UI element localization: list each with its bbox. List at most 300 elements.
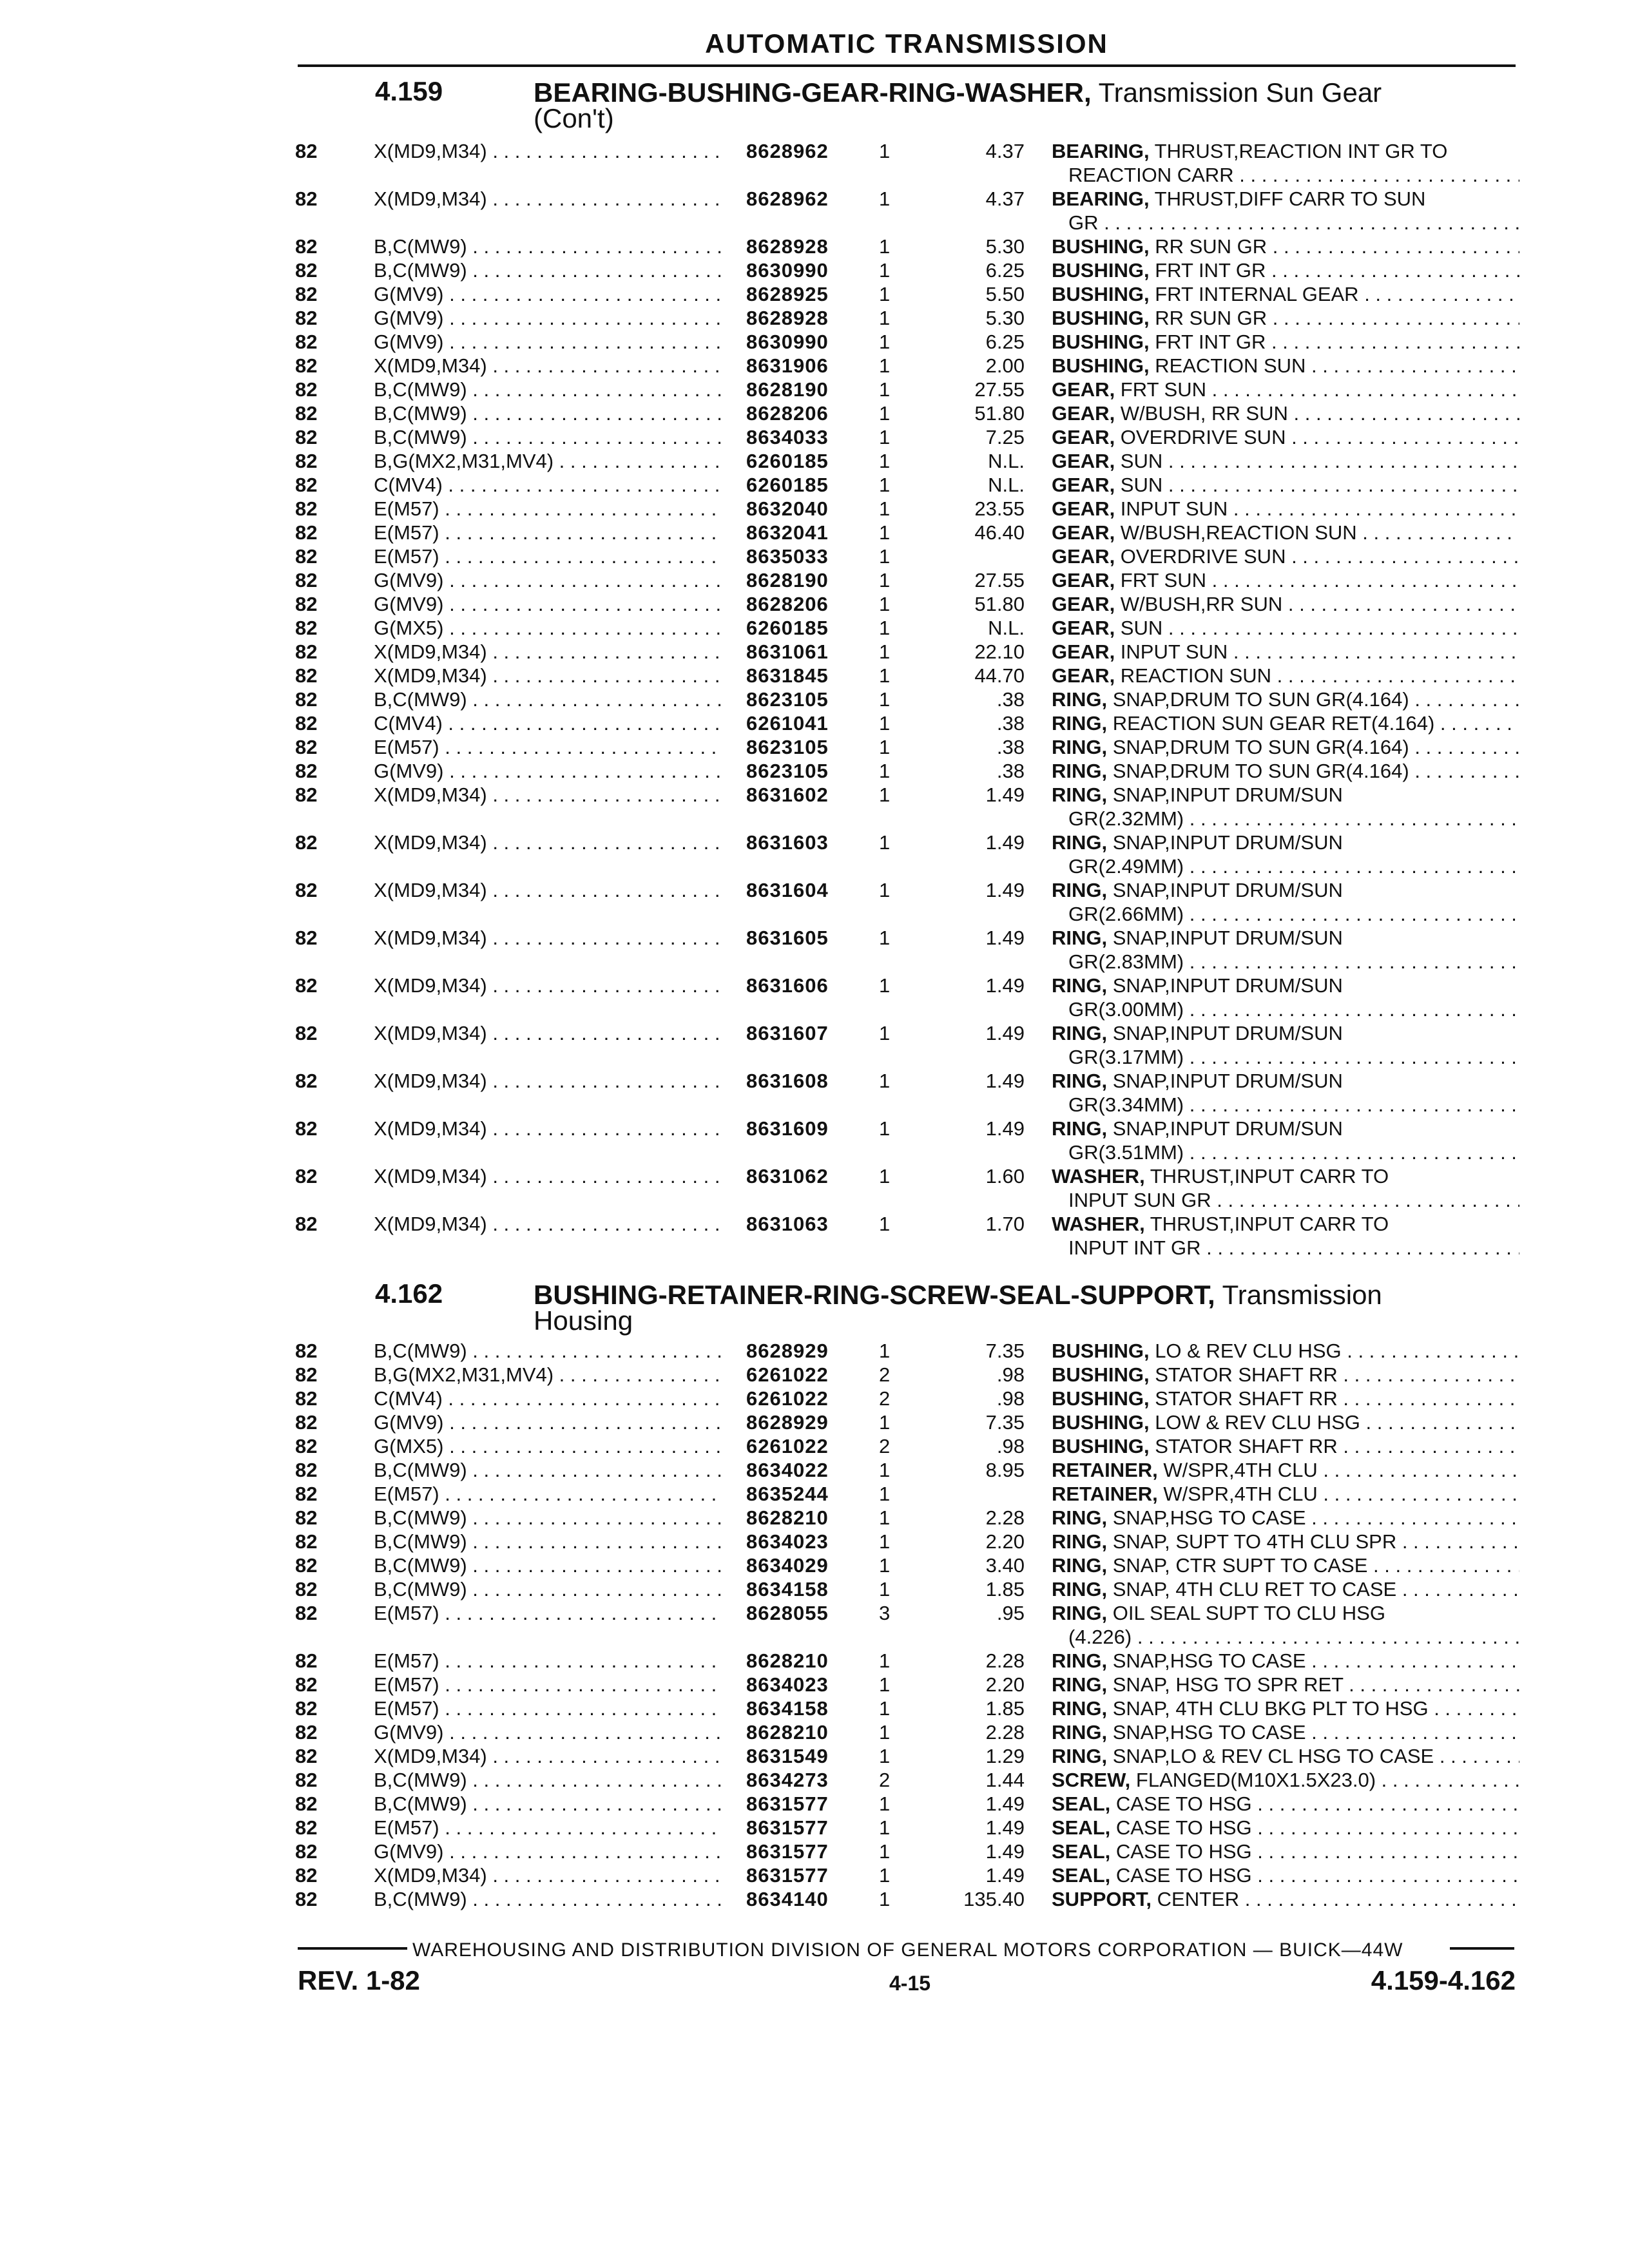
model-code: G(MV9) . . . bbox=[374, 1840, 722, 1863]
description-text: FRT INT GR bbox=[1149, 259, 1266, 282]
model-year: 82 bbox=[295, 1340, 318, 1362]
description-keyword: BUSHING, bbox=[1052, 1411, 1150, 1434]
price: 3.40 bbox=[985, 1554, 1025, 1577]
description-keyword: RING, bbox=[1052, 1673, 1108, 1696]
part-description bbox=[1052, 1482, 1519, 1506]
quantity: 1 bbox=[879, 521, 891, 544]
quantity: 1 bbox=[879, 378, 891, 401]
part-description bbox=[1052, 1553, 1519, 1577]
price: 5.30 bbox=[985, 235, 1025, 258]
description-line bbox=[1052, 664, 1519, 687]
description-line bbox=[1052, 282, 1519, 306]
model-code: X(MD9,M34) . . . bbox=[374, 783, 722, 807]
description-text: OVERDRIVE SUN bbox=[1115, 545, 1286, 568]
description-text: SNAP, 4TH CLU BKG PLT TO HSG bbox=[1107, 1697, 1429, 1720]
price: 1.49 bbox=[985, 1816, 1025, 1839]
part-row bbox=[0, 1410, 1629, 1434]
model-year: 82 bbox=[295, 402, 318, 425]
model-year: 82 bbox=[295, 1649, 318, 1672]
description-text: REACTION SUN bbox=[1115, 664, 1272, 687]
price: 7.25 bbox=[985, 426, 1025, 448]
part-row bbox=[0, 235, 1629, 258]
part-description bbox=[1052, 330, 1519, 354]
description-text: REACTION SUN GEAR RET(4.164) bbox=[1107, 712, 1435, 735]
description-keyword: GEAR, bbox=[1052, 378, 1115, 401]
model-year: 82 bbox=[295, 235, 318, 258]
description-keyword: RING, bbox=[1052, 760, 1108, 782]
description-text: THRUST,REACTION INT GR TO bbox=[1149, 140, 1448, 162]
model-code: B,C(MW9) . . . bbox=[374, 687, 722, 711]
description-keyword: RING, bbox=[1052, 1530, 1108, 1553]
quantity: 1 bbox=[879, 1530, 891, 1553]
model-year: 82 bbox=[295, 259, 318, 282]
part-number: 8628962 bbox=[746, 187, 829, 210]
price: .38 bbox=[996, 688, 1025, 711]
description-text: SUN bbox=[1115, 617, 1163, 639]
quantity: 1 bbox=[879, 545, 891, 568]
price: 27.55 bbox=[974, 378, 1025, 401]
section-number: 4.162 bbox=[375, 1278, 443, 1309]
model-year: 82 bbox=[295, 1745, 318, 1767]
quantity: 1 bbox=[879, 640, 891, 663]
part-row bbox=[0, 1887, 1629, 1911]
description-text: SNAP,HSG TO CASE bbox=[1107, 1506, 1306, 1529]
price: 1.60 bbox=[985, 1165, 1025, 1187]
price: 4.37 bbox=[985, 187, 1025, 210]
description-continuation: (4.226) . . . bbox=[1052, 1625, 1519, 1649]
page-number: 4-15 bbox=[889, 1972, 931, 1995]
part-description bbox=[1052, 1744, 1519, 1768]
price: 46.40 bbox=[974, 521, 1025, 544]
price: 4.37 bbox=[985, 140, 1025, 162]
quantity: 1 bbox=[879, 1483, 891, 1505]
description-keyword: BUSHING, bbox=[1052, 283, 1150, 305]
part-number: 8634140 bbox=[746, 1888, 829, 1910]
part-number: 8631906 bbox=[746, 354, 829, 377]
part-number: 8630990 bbox=[746, 259, 829, 282]
part-row bbox=[0, 258, 1629, 282]
description-line bbox=[1052, 306, 1519, 330]
description-continuation: GR(2.66MM) . . . bbox=[1052, 902, 1519, 926]
part-number: 8631605 bbox=[746, 927, 829, 949]
part-number: 8631577 bbox=[746, 1840, 829, 1863]
description-line bbox=[1052, 616, 1519, 640]
model-code: G(MV9) . . . bbox=[374, 568, 722, 592]
section-title-rest: Transmission bbox=[1215, 1280, 1382, 1310]
model-year: 82 bbox=[295, 1165, 318, 1187]
description-line bbox=[1052, 354, 1519, 378]
model-year: 82 bbox=[295, 1213, 318, 1235]
description-keyword: BUSHING, bbox=[1052, 331, 1150, 353]
model-year: 82 bbox=[295, 1483, 318, 1505]
model-year: 82 bbox=[295, 1840, 318, 1863]
part-number: 8628206 bbox=[746, 402, 829, 425]
quantity: 1 bbox=[879, 688, 891, 711]
price: 23.55 bbox=[974, 497, 1025, 520]
header-rule bbox=[298, 64, 1516, 67]
part-row bbox=[0, 1387, 1629, 1410]
section-title bbox=[534, 1282, 1513, 1334]
part-row bbox=[0, 664, 1629, 687]
quantity: 1 bbox=[879, 1411, 891, 1434]
description-line bbox=[1052, 1696, 1519, 1720]
price: 1.29 bbox=[985, 1745, 1025, 1767]
model-year: 82 bbox=[295, 521, 318, 544]
description-line bbox=[1052, 139, 1519, 163]
quantity: 1 bbox=[879, 1721, 891, 1744]
description-line bbox=[1052, 544, 1519, 568]
price: 1.85 bbox=[985, 1578, 1025, 1600]
section-range: 4.159-4.162 bbox=[1371, 1965, 1516, 1995]
part-row bbox=[0, 1212, 1629, 1260]
description-text: SNAP,INPUT DRUM/SUN bbox=[1107, 974, 1343, 997]
model-year: 82 bbox=[295, 1721, 318, 1744]
part-row bbox=[0, 544, 1629, 568]
description-keyword: RING, bbox=[1052, 1697, 1108, 1720]
part-number: 8631549 bbox=[746, 1745, 829, 1767]
part-description bbox=[1052, 1887, 1519, 1911]
description-keyword: RING, bbox=[1052, 1578, 1108, 1600]
model-code: B,C(MW9) . . . bbox=[374, 1458, 722, 1482]
description-text: SNAP,INPUT DRUM/SUN bbox=[1107, 927, 1343, 949]
description-line bbox=[1052, 1069, 1519, 1093]
part-row bbox=[0, 1601, 1629, 1649]
description-text: SNAP, 4TH CLU RET TO CASE bbox=[1107, 1578, 1397, 1600]
quantity: 1 bbox=[879, 617, 891, 639]
parts-list-4162 bbox=[0, 1339, 1629, 1911]
description-keyword: RING, bbox=[1052, 974, 1108, 997]
part-description bbox=[1052, 592, 1519, 616]
description-keyword: RING, bbox=[1052, 712, 1108, 735]
model-code: X(MD9,M34) . . . bbox=[374, 139, 722, 163]
description-keyword: BUSHING, bbox=[1052, 235, 1150, 258]
description-line bbox=[1052, 878, 1519, 902]
part-description bbox=[1052, 1069, 1519, 1117]
quantity: 1 bbox=[879, 402, 891, 425]
description-line bbox=[1052, 425, 1519, 449]
description-continuation: GR(3.51MM) . . . bbox=[1052, 1140, 1519, 1164]
description-continuation: GR(2.83MM) . . . bbox=[1052, 950, 1519, 974]
description-line bbox=[1052, 759, 1519, 783]
quantity: 1 bbox=[879, 593, 891, 615]
part-number: 8634158 bbox=[746, 1578, 829, 1600]
part-description bbox=[1052, 544, 1519, 568]
part-row bbox=[0, 926, 1629, 974]
price: .38 bbox=[996, 760, 1025, 782]
model-year: 82 bbox=[295, 1435, 318, 1457]
model-code: B,C(MW9) . . . bbox=[374, 1792, 722, 1816]
description-line bbox=[1052, 1482, 1519, 1506]
part-row bbox=[0, 1768, 1629, 1792]
description-text: SNAP,INPUT DRUM/SUN bbox=[1107, 1117, 1343, 1140]
description-keyword: GEAR, bbox=[1052, 640, 1115, 663]
model-code: X(MD9,M34) . . . bbox=[374, 1117, 722, 1140]
part-number: 8628190 bbox=[746, 569, 829, 591]
quantity: 1 bbox=[879, 1554, 891, 1577]
price: N.L. bbox=[988, 617, 1025, 639]
part-number: 8631602 bbox=[746, 783, 829, 806]
description-keyword: BEARING, bbox=[1052, 187, 1150, 210]
quantity: 1 bbox=[879, 1673, 891, 1696]
model-code: B,C(MW9) . . . bbox=[374, 1577, 722, 1601]
part-number: 8631845 bbox=[746, 664, 829, 687]
description-line bbox=[1052, 783, 1519, 807]
description-text: STATOR SHAFT RR bbox=[1149, 1387, 1338, 1410]
description-text: SNAP,DRUM TO SUN GR(4.164) bbox=[1107, 688, 1409, 711]
model-code: B,C(MW9) . . . bbox=[374, 258, 722, 282]
description-text: STATOR SHAFT RR bbox=[1149, 1435, 1338, 1457]
model-code: G(MX5) . . . bbox=[374, 1434, 722, 1458]
model-code: B,C(MW9) . . . bbox=[374, 1768, 722, 1792]
description-keyword: GEAR, bbox=[1052, 497, 1115, 520]
description-line bbox=[1052, 1816, 1519, 1840]
description-line bbox=[1052, 735, 1519, 759]
model-code: B,C(MW9) . . . bbox=[374, 1553, 722, 1577]
price: 6.25 bbox=[985, 259, 1025, 282]
description-keyword: RING, bbox=[1052, 1022, 1108, 1044]
part-number: 8623105 bbox=[746, 736, 829, 758]
price: 1.49 bbox=[985, 879, 1025, 901]
part-description bbox=[1052, 1434, 1519, 1458]
price: 1.49 bbox=[985, 783, 1025, 806]
model-code: E(M57) . . . bbox=[374, 1816, 722, 1840]
part-number: 8635033 bbox=[746, 545, 829, 568]
model-code: C(MV4) . . . bbox=[374, 473, 722, 497]
description-text: FRT INTERNAL GEAR bbox=[1149, 283, 1359, 305]
description-text: THRUST,DIFF CARR TO SUN bbox=[1149, 187, 1426, 210]
model-code: C(MV4) . . . bbox=[374, 711, 722, 735]
price: 27.55 bbox=[974, 569, 1025, 591]
model-code: B,C(MW9) . . . bbox=[374, 425, 722, 449]
model-code: G(MV9) . . . bbox=[374, 759, 722, 783]
model-year: 82 bbox=[295, 378, 318, 401]
description-keyword: BUSHING, bbox=[1052, 259, 1150, 282]
quantity: 1 bbox=[879, 235, 891, 258]
model-code: E(M57) . . . bbox=[374, 1673, 722, 1696]
part-number: 8630990 bbox=[746, 331, 829, 353]
description-text: SNAP,INPUT DRUM/SUN bbox=[1107, 831, 1343, 854]
part-row bbox=[0, 592, 1629, 616]
part-number: 8634022 bbox=[746, 1459, 829, 1481]
page-header-title: AUTOMATIC TRANSMISSION bbox=[705, 28, 1108, 59]
quantity: 1 bbox=[879, 187, 891, 210]
price: 51.80 bbox=[974, 402, 1025, 425]
description-line bbox=[1052, 1553, 1519, 1577]
price: 1.49 bbox=[985, 1840, 1025, 1863]
description-continuation: REACTION CARR . . . bbox=[1052, 163, 1519, 187]
part-number: 8628929 bbox=[746, 1340, 829, 1362]
quantity: 1 bbox=[879, 450, 891, 472]
description-keyword: BEARING, bbox=[1052, 140, 1150, 162]
model-code: B,C(MW9) . . . bbox=[374, 235, 722, 258]
section-number: 4.159 bbox=[375, 76, 443, 106]
part-row bbox=[0, 687, 1629, 711]
description-continuation: GR(2.49MM) . . . bbox=[1052, 854, 1519, 878]
part-number: 8631603 bbox=[746, 831, 829, 854]
part-description bbox=[1052, 497, 1519, 521]
description-keyword: BUSHING, bbox=[1052, 1363, 1150, 1386]
quantity: 1 bbox=[879, 283, 891, 305]
description-line bbox=[1052, 187, 1519, 211]
part-description bbox=[1052, 1601, 1519, 1649]
model-year: 82 bbox=[295, 1411, 318, 1434]
model-code: E(M57) . . . bbox=[374, 497, 722, 521]
part-row bbox=[0, 831, 1629, 878]
quantity: 1 bbox=[879, 497, 891, 520]
part-row bbox=[0, 783, 1629, 831]
description-keyword: RING, bbox=[1052, 927, 1108, 949]
revision-label: REV. 1-82 bbox=[298, 1965, 420, 1995]
quantity: 1 bbox=[879, 1816, 891, 1839]
part-description bbox=[1052, 401, 1519, 425]
model-code: E(M57) . . . bbox=[374, 1482, 722, 1506]
model-year: 82 bbox=[295, 593, 318, 615]
part-number: 8634158 bbox=[746, 1697, 829, 1720]
price: 7.35 bbox=[985, 1340, 1025, 1362]
part-number: 8631061 bbox=[746, 640, 829, 663]
description-line bbox=[1052, 1530, 1519, 1553]
model-year: 82 bbox=[295, 1117, 318, 1140]
model-year: 82 bbox=[295, 1022, 318, 1044]
description-line bbox=[1052, 1021, 1519, 1045]
model-code: X(MD9,M34) . . . bbox=[374, 1069, 722, 1093]
parts-list-4159 bbox=[0, 139, 1629, 1260]
description-keyword: SEAL, bbox=[1052, 1792, 1111, 1815]
price: 51.80 bbox=[974, 593, 1025, 615]
part-row bbox=[0, 282, 1629, 306]
description-line bbox=[1052, 568, 1519, 592]
description-keyword: GEAR, bbox=[1052, 593, 1115, 615]
quantity: 1 bbox=[879, 1022, 891, 1044]
description-keyword: SEAL, bbox=[1052, 1864, 1111, 1887]
model-code: X(MD9,M34) . . . bbox=[374, 664, 722, 687]
description-line bbox=[1052, 1863, 1519, 1887]
description-text: SNAP,HSG TO CASE bbox=[1107, 1721, 1306, 1744]
description-text: SNAP, CTR SUPT TO CASE bbox=[1107, 1554, 1368, 1577]
part-description bbox=[1052, 1696, 1519, 1720]
price: 1.49 bbox=[985, 974, 1025, 997]
description-line bbox=[1052, 974, 1519, 997]
part-description bbox=[1052, 1363, 1519, 1387]
description-continuation: INPUT SUN GR . . . bbox=[1052, 1188, 1519, 1212]
model-year: 82 bbox=[295, 712, 318, 735]
description-keyword: RING, bbox=[1052, 1745, 1108, 1767]
price: .38 bbox=[996, 712, 1025, 735]
description-line bbox=[1052, 1601, 1519, 1625]
part-description bbox=[1052, 664, 1519, 687]
part-description bbox=[1052, 473, 1519, 497]
price: 2.28 bbox=[985, 1506, 1025, 1529]
description-line bbox=[1052, 1458, 1519, 1482]
description-line bbox=[1052, 1792, 1519, 1816]
part-description bbox=[1052, 235, 1519, 258]
description-keyword: BUSHING, bbox=[1052, 354, 1150, 377]
part-number: 8623105 bbox=[746, 688, 829, 711]
description-keyword: BUSHING, bbox=[1052, 1340, 1150, 1362]
price: 5.50 bbox=[985, 283, 1025, 305]
model-code: X(MD9,M34) . . . bbox=[374, 1744, 722, 1768]
model-year: 82 bbox=[295, 617, 318, 639]
part-number: 6261041 bbox=[746, 712, 829, 735]
model-code: B,G(MX2,M31,MV4) . . . bbox=[374, 1363, 722, 1387]
model-code: X(MD9,M34) . . . bbox=[374, 1021, 722, 1045]
description-keyword: GEAR, bbox=[1052, 617, 1115, 639]
part-number: 8632041 bbox=[746, 521, 829, 544]
description-line bbox=[1052, 330, 1519, 354]
price: 2.28 bbox=[985, 1721, 1025, 1744]
footer-rule-right bbox=[1450, 1947, 1514, 1950]
price: 1.85 bbox=[985, 1697, 1025, 1720]
model-year: 82 bbox=[295, 1554, 318, 1577]
quantity: 1 bbox=[879, 831, 891, 854]
description-text: OIL SEAL SUPT TO CLU HSG bbox=[1107, 1602, 1385, 1624]
model-year: 82 bbox=[295, 879, 318, 901]
description-text: W/BUSH,RR SUN bbox=[1115, 593, 1283, 615]
model-year: 82 bbox=[295, 1070, 318, 1092]
quantity: 1 bbox=[879, 474, 891, 496]
part-row bbox=[0, 878, 1629, 926]
part-description bbox=[1052, 1673, 1519, 1696]
model-code: X(MD9,M34) . . . bbox=[374, 1863, 722, 1887]
description-line bbox=[1052, 592, 1519, 616]
part-description bbox=[1052, 1816, 1519, 1840]
description-text: CASE TO HSG bbox=[1110, 1840, 1252, 1863]
model-year: 82 bbox=[295, 426, 318, 448]
part-row bbox=[0, 1434, 1629, 1458]
model-year: 82 bbox=[295, 1459, 318, 1481]
quantity: 2 bbox=[879, 1363, 891, 1386]
description-keyword: BUSHING, bbox=[1052, 1435, 1150, 1457]
part-number: 8634033 bbox=[746, 426, 829, 448]
price: 1.49 bbox=[985, 1792, 1025, 1815]
part-description bbox=[1052, 640, 1519, 664]
part-number: 8628928 bbox=[746, 235, 829, 258]
price: 1.49 bbox=[985, 831, 1025, 854]
part-description bbox=[1052, 425, 1519, 449]
part-row bbox=[0, 1792, 1629, 1816]
part-number: 6260185 bbox=[746, 474, 829, 496]
description-text: CASE TO HSG bbox=[1110, 1864, 1252, 1887]
model-year: 82 bbox=[295, 1602, 318, 1624]
price: .98 bbox=[996, 1387, 1025, 1410]
description-keyword: RETAINER, bbox=[1052, 1483, 1158, 1505]
part-description bbox=[1052, 1506, 1519, 1530]
part-description bbox=[1052, 974, 1519, 1021]
model-code: X(MD9,M34) . . . bbox=[374, 187, 722, 211]
part-number: 8628210 bbox=[746, 1649, 829, 1672]
part-number: 8631577 bbox=[746, 1816, 829, 1839]
description-keyword: GEAR, bbox=[1052, 569, 1115, 591]
description-line bbox=[1052, 521, 1519, 544]
price: 2.20 bbox=[985, 1673, 1025, 1696]
price: 8.95 bbox=[985, 1459, 1025, 1481]
part-description bbox=[1052, 1410, 1519, 1434]
description-line bbox=[1052, 1164, 1519, 1188]
description-keyword: GEAR, bbox=[1052, 450, 1115, 472]
description-text: SNAP,INPUT DRUM/SUN bbox=[1107, 783, 1343, 806]
part-number: 8635244 bbox=[746, 1483, 829, 1505]
section-title bbox=[534, 77, 1513, 133]
description-keyword: RING, bbox=[1052, 1721, 1108, 1744]
part-row bbox=[0, 1863, 1629, 1887]
description-text: INPUT SUN bbox=[1115, 640, 1228, 663]
description-text: FRT SUN bbox=[1115, 378, 1207, 401]
model-code: G(MV9) . . . bbox=[374, 1720, 722, 1744]
price: 1.49 bbox=[985, 1022, 1025, 1044]
description-line bbox=[1052, 1387, 1519, 1410]
part-description bbox=[1052, 449, 1519, 473]
description-text: LOW & REV CLU HSG bbox=[1149, 1411, 1360, 1434]
